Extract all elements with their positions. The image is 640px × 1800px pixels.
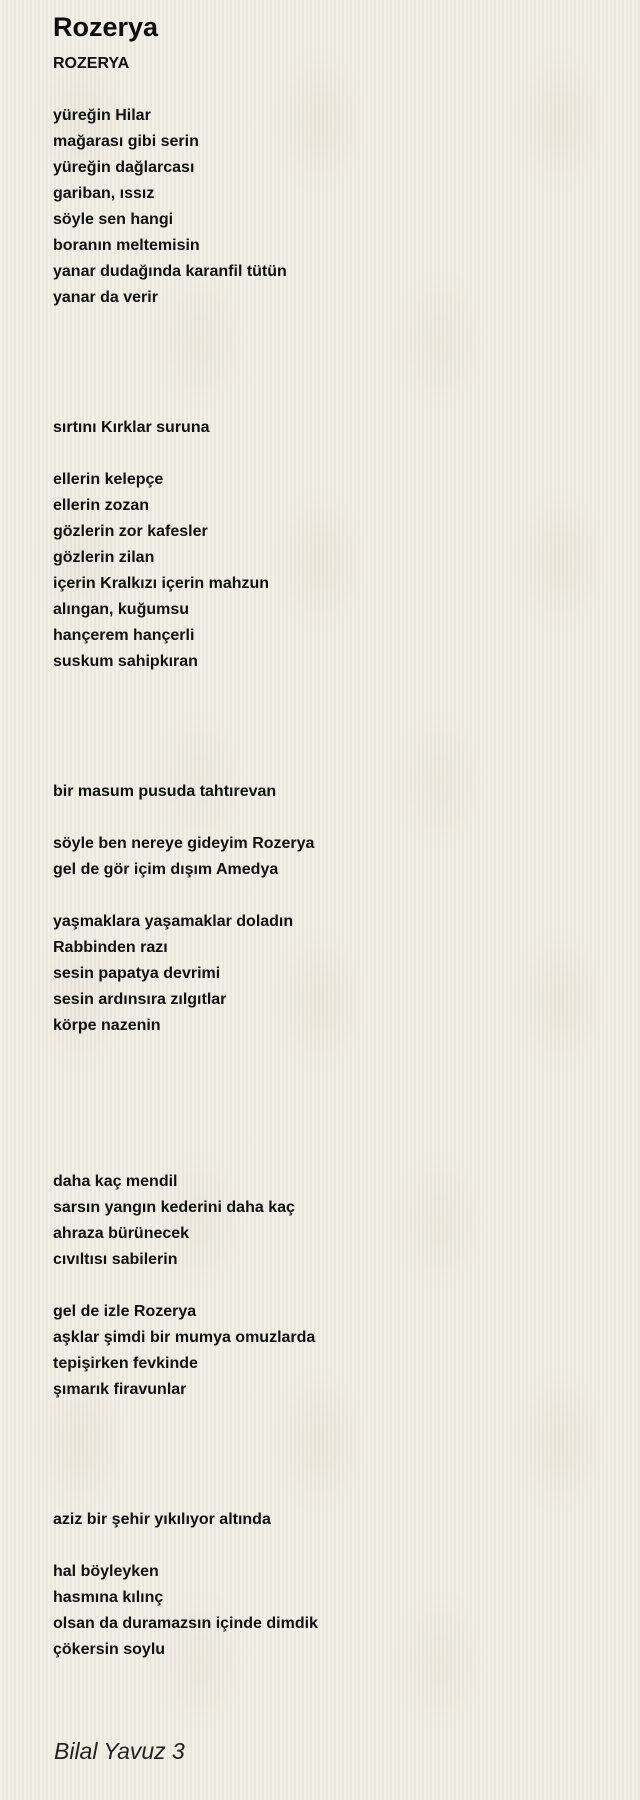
poem-title: Rozerya xyxy=(53,12,159,42)
poem-body: ROZERYA yüreğin Hilar mağarası gibi serin yüreğin dağlarcası gariban, ıssız söyle sen hangi boranın meltemisin yanar dudağında karanfil tütün yanar da verir sırtını Kırklar suruna ellerin kelepçe ellerin zozan gözlerin zor kafesler gözlerin zilan içerin Kralkızı içerin mahzun alıngan, kuğumsu hançerem hançerli suskum sahipkıran bir masum pusuda tahtırevan söyle ben nereye gideyim Rozerya gel de gör içim dışım Amedya yaşmaklara yaşamaklar doladın Rabbinden razı sesin papatya devrimi sesin ardınsıra zılgıtlar körpe nazenin daha kaç mendil sarsın yangın kederini daha kaç ahraza bürünecek cıvıltısı sabilerin gel de izle Rozerya aşklar şimdi bir mumya omuzlarda tepişirken fevkinde şımarık firavunlar aziz bir şehir yıkılıyor altında hal böyleyken hasmına kılınç olsan da duramazsın içinde dimdik çökersin soylu xyxy=(53,55,318,1658)
poem-author: Bilal Yavuz 3 xyxy=(54,1738,185,1764)
